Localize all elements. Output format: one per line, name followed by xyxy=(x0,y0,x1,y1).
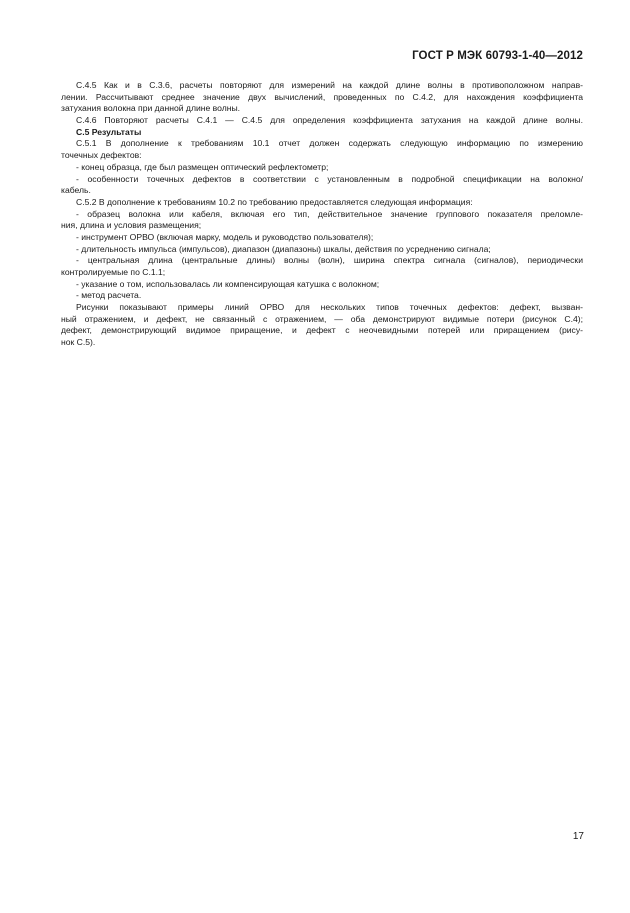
page-number: 17 xyxy=(572,831,584,842)
section-heading: С.5 Результаты xyxy=(76,126,142,137)
text-line: С.5.1 В дополнение к требованиям 10.1 отчет должен содержать следующую информацию по измерению xyxy=(76,138,583,149)
text-line: ния, длина и условия размещения; xyxy=(61,220,202,231)
text-line: лении. Рассчитывают среднее значение двух вычислений, проведенных по С.4.2, для нахождения коэффициента xyxy=(61,91,583,102)
text-line: - особенности точечных дефектов в соответствии с установленным в подробной спецификации на волокно/ xyxy=(76,173,583,184)
text-line: - длительность импульса (импульсов), диапазон (диапазоны) шкалы, действия по усреднению сигнала; xyxy=(76,243,491,254)
text-line: С.4.5 Как и в С.3.6, расчеты повторяют для измерений на каждой длине волны в противоположном направ- xyxy=(76,80,583,90)
text-line: - инструмент ОРВО (включая марку, модель и руководство пользователя); xyxy=(76,231,374,242)
text-line: - образец волокна или кабеля, включая его тип, действительное значение группового показателя преломле- xyxy=(76,208,583,219)
text-line: ный отражением, и дефект, не связанный с отражением, — оба демонстрируют видимые потери (рисунок С.4); xyxy=(61,313,583,324)
text-line: контролируемые по С.1.1; xyxy=(61,267,166,277)
document-body xyxy=(61,80,583,349)
text-line: кабель. xyxy=(61,185,91,196)
text-line: затухания волокна при данной длине волны. xyxy=(61,103,241,114)
text-line: С.5.2 В дополнение к требованиям 10.2 по требованию предоставляется следующая информация: xyxy=(76,196,473,207)
text-line: точечных дефектов: xyxy=(61,150,142,161)
text-line: - метод расчета. xyxy=(76,290,142,301)
text-line: дефект, демонстрирующий видимое приращение, и дефект с неочевидными потерей или приращением (рису- xyxy=(61,325,583,336)
text-line: - центральная длина (центральные длины) волны (волн), ширина спектра сигнала (сигналов), периодически xyxy=(76,255,583,266)
text-line: С.4.6 Повторяют расчеты С.4.1 — С.4.5 для определения коэффициента затухания на каждой длине волны. xyxy=(76,115,583,126)
text-line: - конец образца, где был размещен оптический рефлектометр; xyxy=(76,161,329,172)
text-line: - указание о том, использовалась ли компенсирующая катушка с волокном; xyxy=(76,278,380,289)
text-line: Рисунки показывают примеры линий ОРВО для нескольких типов точечных дефектов: дефект, вызван- xyxy=(76,302,583,313)
text-line: нок С.5). xyxy=(61,337,96,348)
document-header: ГОСТ Р МЭК 60793-1-40—2012 xyxy=(412,50,583,62)
